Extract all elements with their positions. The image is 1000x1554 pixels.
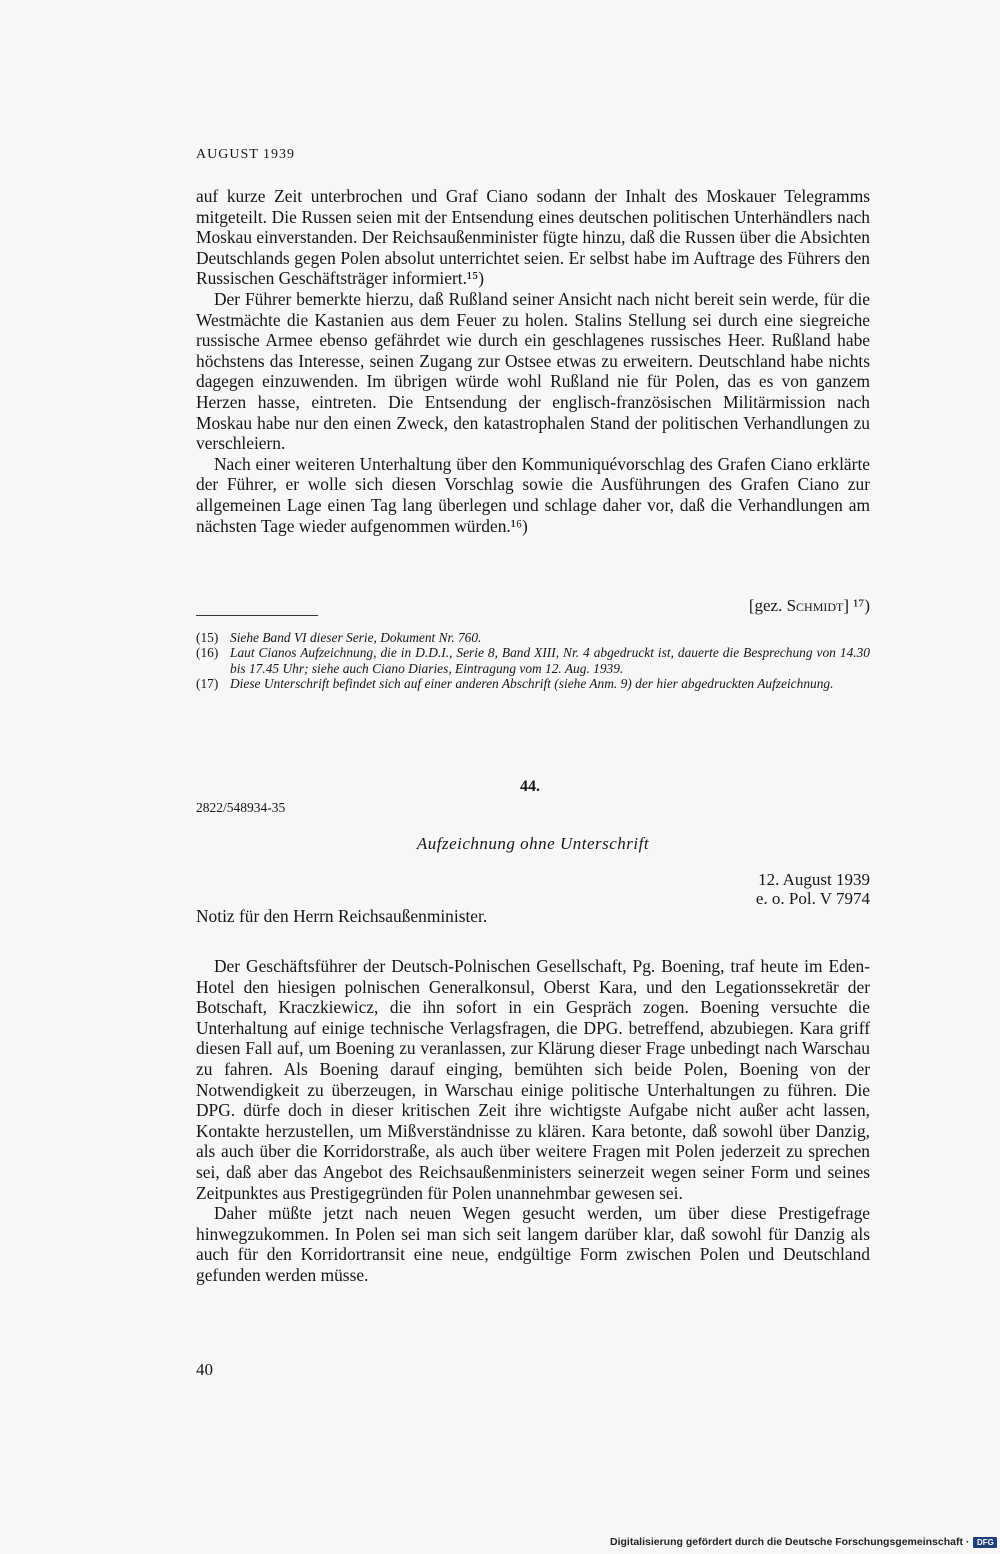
signature-suffix: ] ¹⁷) (843, 596, 870, 615)
document-number: 44. (520, 778, 540, 795)
document-reference: 2822/548934-35 (196, 800, 286, 815)
footnote-rule (196, 615, 318, 616)
body-text-top (196, 186, 870, 536)
signature-prefix: [gez. (748, 596, 787, 615)
body-text-document (196, 956, 870, 1286)
file-reference: e. o. Pol. V 7974 (755, 889, 870, 908)
footnote (196, 676, 870, 691)
footnote-number: (17) (196, 676, 219, 692)
signature-line (749, 596, 870, 616)
salutation: Notiz für den Herrn Reichsaußenminister. (196, 906, 488, 926)
paragraph: Der Führer bemerkte hierzu, daß Rußland seiner Ansicht nach nicht bereit sein werde, für die Westmächte die Kastanien aus dem Feuer zu holen. Stalins Stellung sei durch eine siegreiche russische Armee ebenso gefährdet wie durch ein geschlagenes russisches Heer. Rußland habe höchstens das Interesse, seinen Zugang zur Ostsee etwas zu erweitern. Deutschland habe nichts dagegen einzuwenden. Im übrigen würde wohl Rußland nie für Polen, das es von ganzem Herzen hasse, eintreten. Die Entsendung der englisch-französischen Militärmission nach Moskau habe nur den einen Zweck, den katastrophalen Stand der politischen Verhandlungen zu verschleiern. (196, 288, 870, 454)
footnote-number: (15) (196, 630, 219, 645)
footnote (196, 630, 870, 645)
paragraph: Der Geschäftsführer der Deutsch-Polnischen Gesellschaft, Pg. Boening, traf heute im Eden-Hotel den hiesigen polnischen Generalkonsul, Oberst Kara, und den Legationssekretär der Botschaft, Kraczkiewicz, die ihn sofort in ein Gespräch zogen. Boening versuchte die Unterhaltung auf einige technische Verlagsfragen, die DPG. betreffend, abzubiegen. Kara griff diesen Fall auf, um Boening zu veranlassen, zur Klärung dieser Frage unbedingt nach Warschau zu fahren. Als Boening darauf einging, bemühten sich beide Polen, Boening von der Notwendigkeit zu überzeugen, in Warschau einige politische Unterhaltungen zu führen. Die DPG. dürfe doch in dieser kritischen Zeit ihre wichtigste Aufgabe nicht außer acht lassen, Kontakte herzustellen, um Mißverständnisse zu klären. Kara betonte, daß sowohl über Danzig, als auch über die Korridorstraße, als auch über weitere Fragen mit Polen jederzeit zu sprechen sei, daß aber das Angebot des Reichsaußenministers seinerzeit wegen seiner Form und seines Zeitpunktes aus Prestigegründen für Polen unannehmbar gewesen sei. (196, 956, 870, 1203)
footnote-text: Diese Unterschrift befindet sich auf einer anderen Abschrift (siehe Anm. 9) der hier abgedruckten Aufzeichnung. (230, 676, 834, 692)
document-title: Aufzeichnung ohne Unterschrift (416, 834, 650, 853)
signature-name: Schmidt (786, 596, 844, 615)
document-date: 12. August 1939 (758, 870, 870, 889)
footnote-text: Laut Cianos Aufzeichnung, die in D.D.I., Serie 8, Band XIII, Nr. 4 abgedruckt ist, dauerte die Besprechung von 14.30 bis 17.45 Uhr; siehe auch Ciano Diaries, Eintragung vom 12. Aug. 1939. (230, 645, 870, 676)
running-head: AUGUST 1939 (196, 147, 296, 162)
paragraph: Nach einer weiteren Unterhaltung über den Kommuniquévorschlag des Grafen Ciano erklärte der Führer, er wolle sich diesen Vorschlag sowie die Ausführungen des Grafen Ciano zur allgemeinen Lage einen Tag lang überlegen und schlage daher vor, daß die Verhandlungen am nächsten Tage wieder aufgenommen würden.¹⁶) (196, 453, 870, 536)
paragraph: Daher müßte jetzt nach neuen Wegen gesucht werden, um über diese Prestigefrage hinwegzukommen. In Polen sei man sich seit langem darüber klar, daß sowohl für Danzig als auch für den Korridortransit eine neue, endgültige Form zwischen Polen und Deutschland gefunden werden müsse. (196, 1203, 870, 1285)
page-number: 40 (196, 1360, 213, 1379)
digitization-footer (610, 1536, 997, 1548)
footnote-text: Siehe Band VI dieser Serie, Dokument Nr. 760. (230, 630, 482, 645)
paragraph: auf kurze Zeit unterbrochen und Graf Ciano sodann der Inhalt des Moskauer Telegramms mitgeteilt. Die Russen seien mit der Entsendung eines deutschen politischen Unterhändlers nach Moskau einverstanden. Der Reichsaußenminister fügte hinzu, daß die Russen über die Absichten Deutschlands gegen Polen absolut unterrichtet seien. Er selbst habe im Auftrage des Führers den Russischen Geschäftsträger informiert.¹⁵) (196, 186, 870, 289)
footnotes (196, 630, 870, 692)
dfg-logo: DFG (973, 1537, 997, 1548)
footnote (196, 645, 870, 676)
date-block (756, 870, 870, 908)
footer-text: Digitalisierung gefördert durch die Deutsche Forschungsgemeinschaft · (610, 1536, 970, 1548)
footnote-number: (16) (196, 645, 219, 661)
